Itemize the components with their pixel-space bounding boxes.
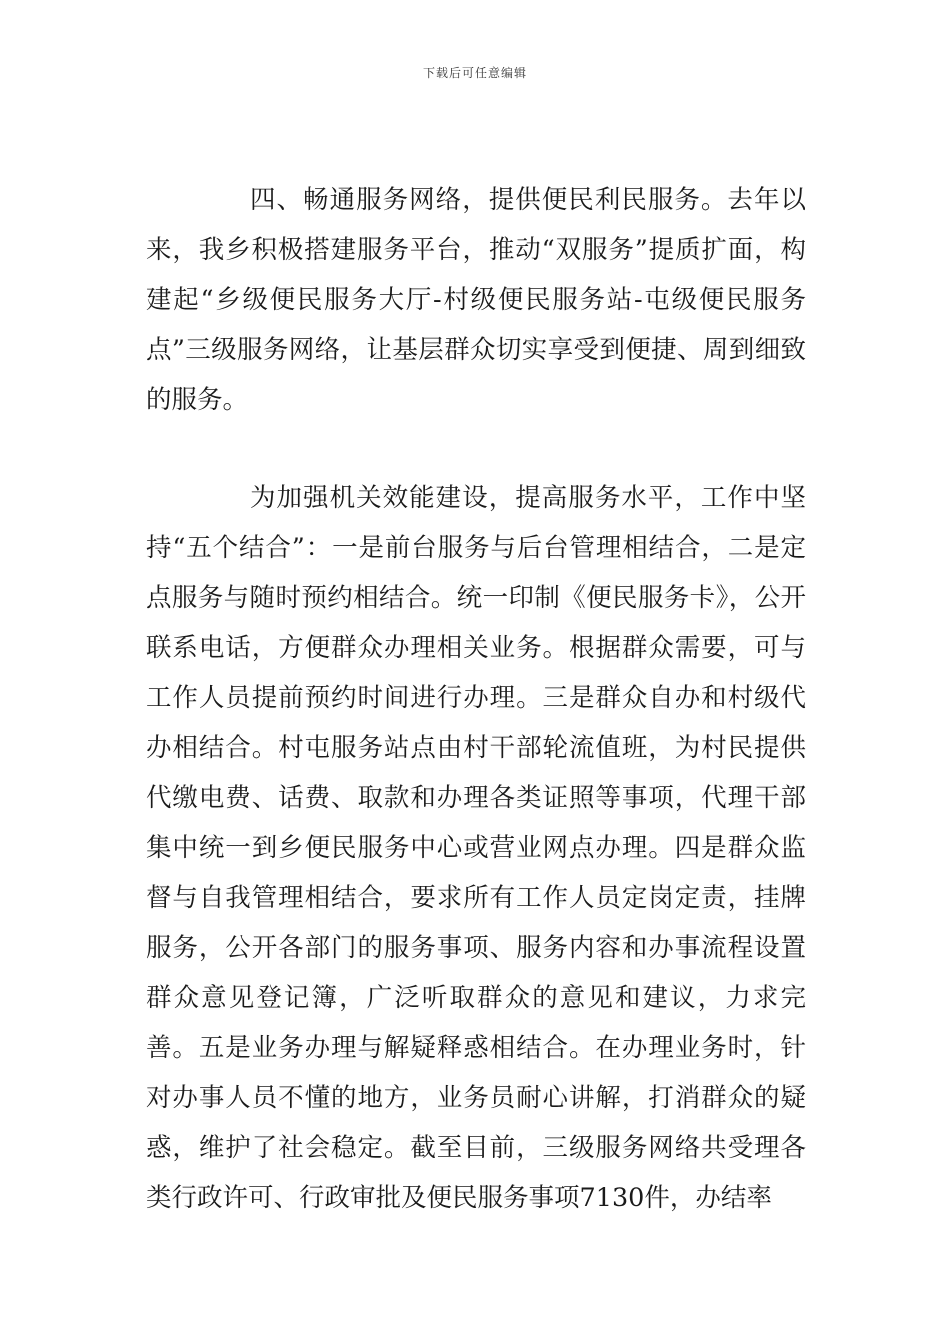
header-note: 下载后可任意编辑 — [422, 66, 527, 80]
paragraph-five-combinations: 为加强机关效能建设，提高服务水平，工作中坚持“五个结合”：一是前台服务与后台管理相结合，二是定点服务与随时预约相结合。统一印制《便民服务卡》，公开联系电话，方便群众办理相关业务。根据群众需要，可与工作人员提前预约时间进行办理。三是群众自办和村级代办相结合。村屯服务站点由村干部轮流值班，为村民提供代缴电费、话费、取款和办理各类证照等事项，代理干部集中统一到乡便民服务中心或营业网点办理。四是群众监督与自我管理相结合，要求所有工作人员定岗定责，挂牌服务，公开各部门的服务事项、服务内容和办事流程设置群众意见登记簿，广泛听取群众的意见和建议，力求完善。五是业务办理与解疑释惑相结合。在办理业务时，针对办事人员不懂的地方，业务员耐心讲解，打消群众的疑惑，维护了社会稳定。截至目前，三级服务网络共受理各类行政许可、行政审批及便民服务事项7130件，办结率 — [146, 483, 806, 1213]
paragraph-service-network: 四、畅通服务网络，提供便民利民服务。去年以来，我乡积极搭建服务平台，推动“双服务”提质扩面，构建起“乡级便民服务大厅-村级便民服务站-屯级便民服务点”三级服务网络，让基层群众切实享受到便捷、周到细致的服务。 — [146, 185, 806, 415]
